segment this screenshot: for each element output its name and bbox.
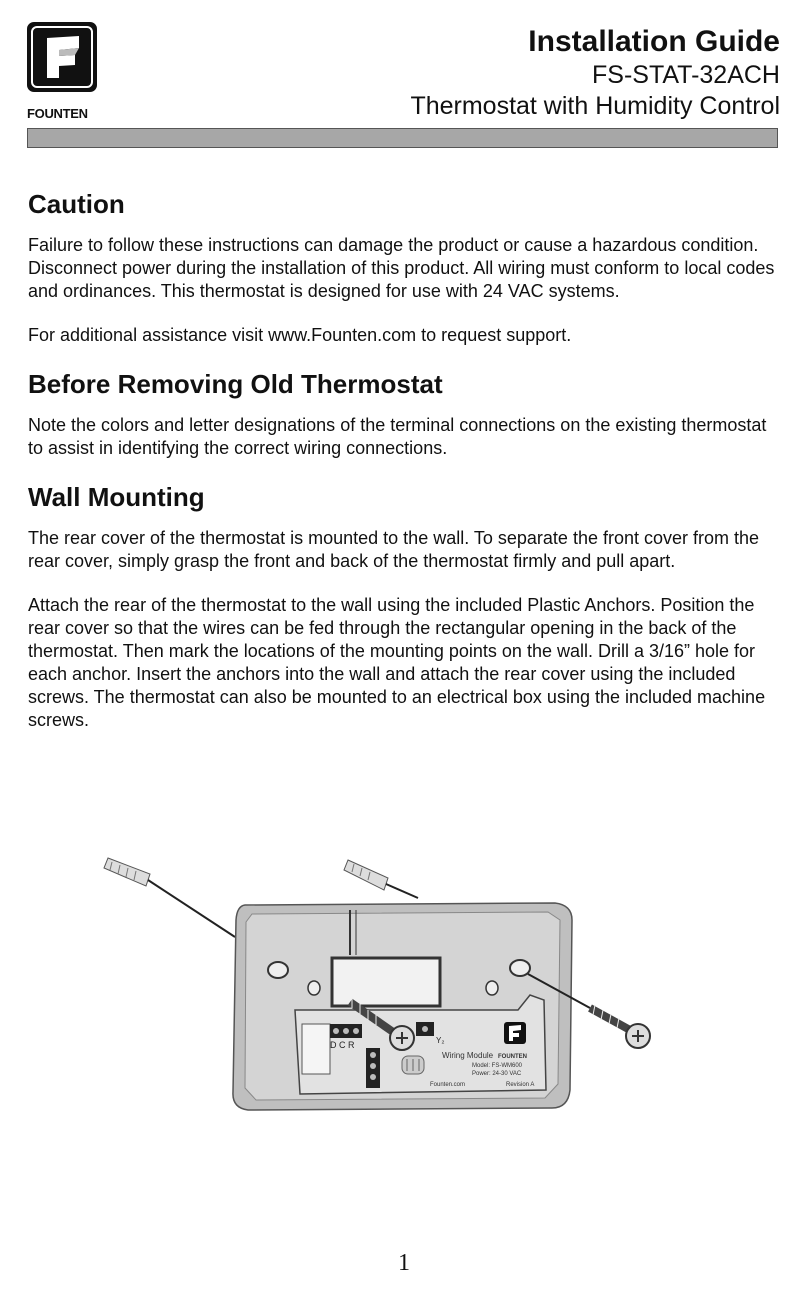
logo-f-icon bbox=[29, 24, 95, 90]
module-revision: Revision A bbox=[506, 1082, 535, 1088]
plastic-anchor-right bbox=[344, 860, 418, 898]
module-site: Founten.com bbox=[430, 1082, 466, 1088]
mounting-illustration bbox=[100, 850, 670, 1120]
terminal-labels-dcr: D C R bbox=[330, 1040, 355, 1050]
title-block bbox=[410, 24, 780, 122]
wire-opening bbox=[332, 958, 440, 1006]
logo-mark bbox=[27, 22, 97, 92]
module-model: Model: FS-WM600 bbox=[472, 1063, 523, 1069]
caution-paragraph-1: Failure to follow these instructions can damage the product or cause a hazardous condition. Disconnect power during the installation of this product. All wiring must conform to local codes and ordinances. This thermostat is designed for use with 24 VAC systems. bbox=[28, 235, 775, 301]
section-caution bbox=[28, 188, 783, 347]
mount-slot-right bbox=[510, 960, 530, 976]
plastic-anchor-left bbox=[104, 858, 235, 937]
header-rule bbox=[27, 128, 778, 148]
product-name: Thermostat with Humidity Control bbox=[410, 92, 780, 120]
wall-paragraph-1: The rear cover of the thermostat is mounted to the wall. To separate the front cover from the rear cover, simply grasp the front and back of the thermostat firmly and pull apart. bbox=[28, 528, 760, 571]
terminal-label-y2: Y₂ bbox=[436, 1036, 445, 1045]
section-before-removing bbox=[28, 368, 783, 460]
module-brand: FOUNTEN bbox=[498, 1054, 527, 1060]
before-paragraph-1: Note the colors and letter designations of the terminal connections on the existing thermostat to assist in identifying the correct wiring connections. bbox=[28, 415, 767, 458]
wall-paragraph-2: Attach the rear of the thermostat to the wall using the included Plastic Anchors. Position the rear cover so that the wires can be fed through the rectangular opening in the back of the thermostat. Then mark the locations of the mounting points on the wall. Drill a 3/16” hole for each anchor. Insert the anchors into the wall and attach the rear cover using the included screws. The thermostat can also be mounted to an electrical box using the included machine screws. bbox=[28, 595, 766, 730]
module-title: Wiring Module bbox=[442, 1051, 494, 1060]
module-power: Power: 24-30 VAC bbox=[472, 1071, 522, 1077]
before-heading: Before Removing Old Thermostat bbox=[28, 369, 443, 399]
caution-heading: Caution bbox=[28, 189, 125, 219]
model-number: FS-STAT-32ACH bbox=[592, 61, 780, 89]
thermostat-backplate-figure bbox=[100, 850, 670, 1120]
page-number: 1 bbox=[398, 1250, 410, 1276]
wall-heading: Wall Mounting bbox=[28, 482, 205, 512]
section-wall-mounting bbox=[28, 481, 783, 732]
page-title: Installation Guide bbox=[528, 25, 780, 58]
mount-slot-left bbox=[268, 962, 288, 978]
logo-wordmark: FOUNTEN bbox=[27, 106, 88, 121]
document-body bbox=[28, 188, 783, 753]
brand-logo bbox=[27, 22, 97, 121]
caution-paragraph-2: For additional assistance visit www.Founten.com to request support. bbox=[28, 325, 572, 345]
